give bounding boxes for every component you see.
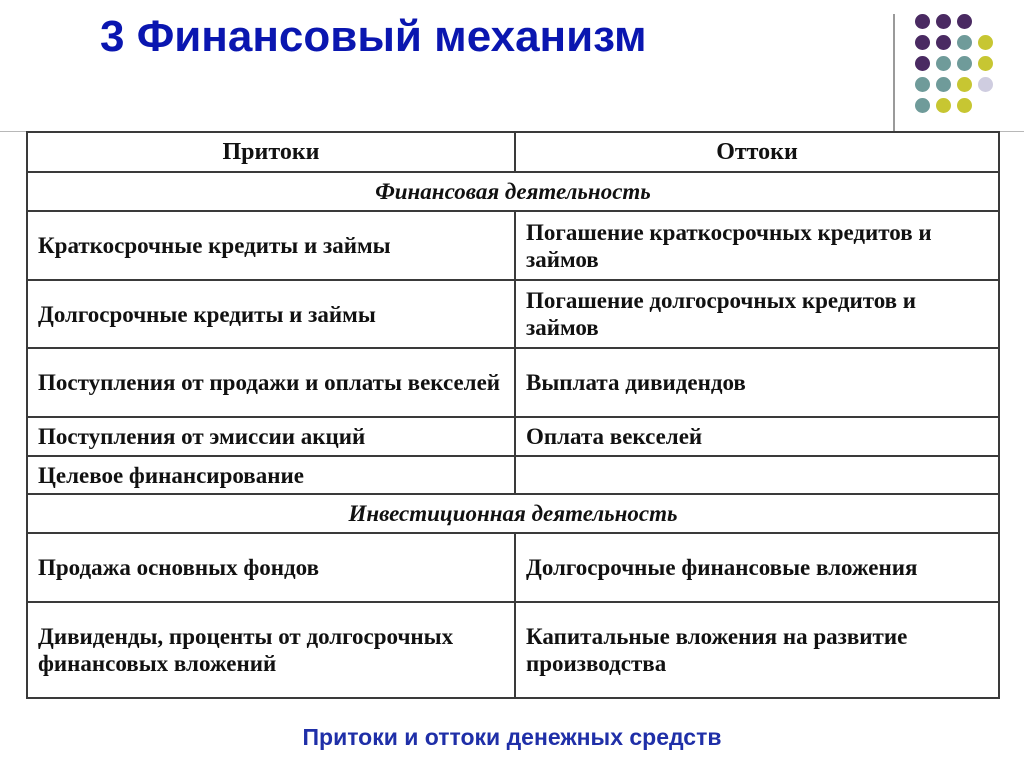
decorative-dot: [978, 77, 993, 92]
decorative-dot: [915, 14, 930, 29]
decorative-dot: [936, 56, 951, 71]
column-header-inflows: Притоки: [27, 132, 515, 172]
decorative-dot: [957, 98, 972, 113]
outflow-cell: [515, 456, 999, 494]
decorative-dot: [957, 77, 972, 92]
outflow-cell: Погашение краткосрочных кредитов и займов: [515, 211, 999, 280]
cash-flows-table: [26, 131, 1000, 699]
table-row: [27, 602, 999, 698]
decorative-dot: [915, 35, 930, 50]
section-financial-activity: Финансовая деятельность: [27, 172, 999, 211]
decorative-dot: [978, 35, 993, 50]
decorative-dot: [936, 77, 951, 92]
outflow-cell: Погашение долгосрочных кредитов и займов: [515, 280, 999, 348]
outflow-cell: Капитальные вложения на развитие производства: [515, 602, 999, 698]
inflow-cell: Дивиденды, проценты от долгосрочных финансовых вложений: [27, 602, 515, 698]
decorative-dot: [936, 35, 951, 50]
inflow-cell: Поступления от эмиссии акций: [27, 417, 515, 456]
decorative-dot: [915, 77, 930, 92]
section-row: [27, 494, 999, 533]
decorative-dot: [957, 56, 972, 71]
table-row: [27, 533, 999, 602]
decorative-dot: [957, 14, 972, 29]
decorative-dot: [936, 98, 951, 113]
table-row: [27, 211, 999, 280]
column-header-outflows: Оттоки: [515, 132, 999, 172]
section-investment-activity: Инвестиционная деятельность: [27, 494, 999, 533]
decorative-dot: [978, 56, 993, 71]
table-header-row: [27, 132, 999, 172]
table-row: [27, 348, 999, 417]
outflow-cell: Оплата векселей: [515, 417, 999, 456]
decorative-dot: [936, 14, 951, 29]
outflow-cell: Выплата дивидендов: [515, 348, 999, 417]
section-row: [27, 172, 999, 211]
decorative-dot: [915, 56, 930, 71]
inflow-cell: Продажа основных фондов: [27, 533, 515, 602]
table-row: [27, 417, 999, 456]
decorative-dot: [957, 35, 972, 50]
table-row: [27, 456, 999, 494]
outflow-cell: Долгосрочные финансовые вложения: [515, 533, 999, 602]
slide-caption: Притоки и оттоки денежных средств: [302, 724, 722, 750]
inflow-cell: Целевое финансирование: [27, 456, 515, 494]
slide-title: 3 Финансовый механизм: [100, 12, 647, 61]
inflow-cell: Краткосрочные кредиты и займы: [27, 211, 515, 280]
vertical-divider: [893, 14, 895, 132]
inflow-cell: Долгосрочные кредиты и займы: [27, 280, 515, 348]
table-row: [27, 280, 999, 348]
inflow-cell: Поступления от продажи и оплаты векселей: [27, 348, 515, 417]
decorative-dot: [915, 98, 930, 113]
